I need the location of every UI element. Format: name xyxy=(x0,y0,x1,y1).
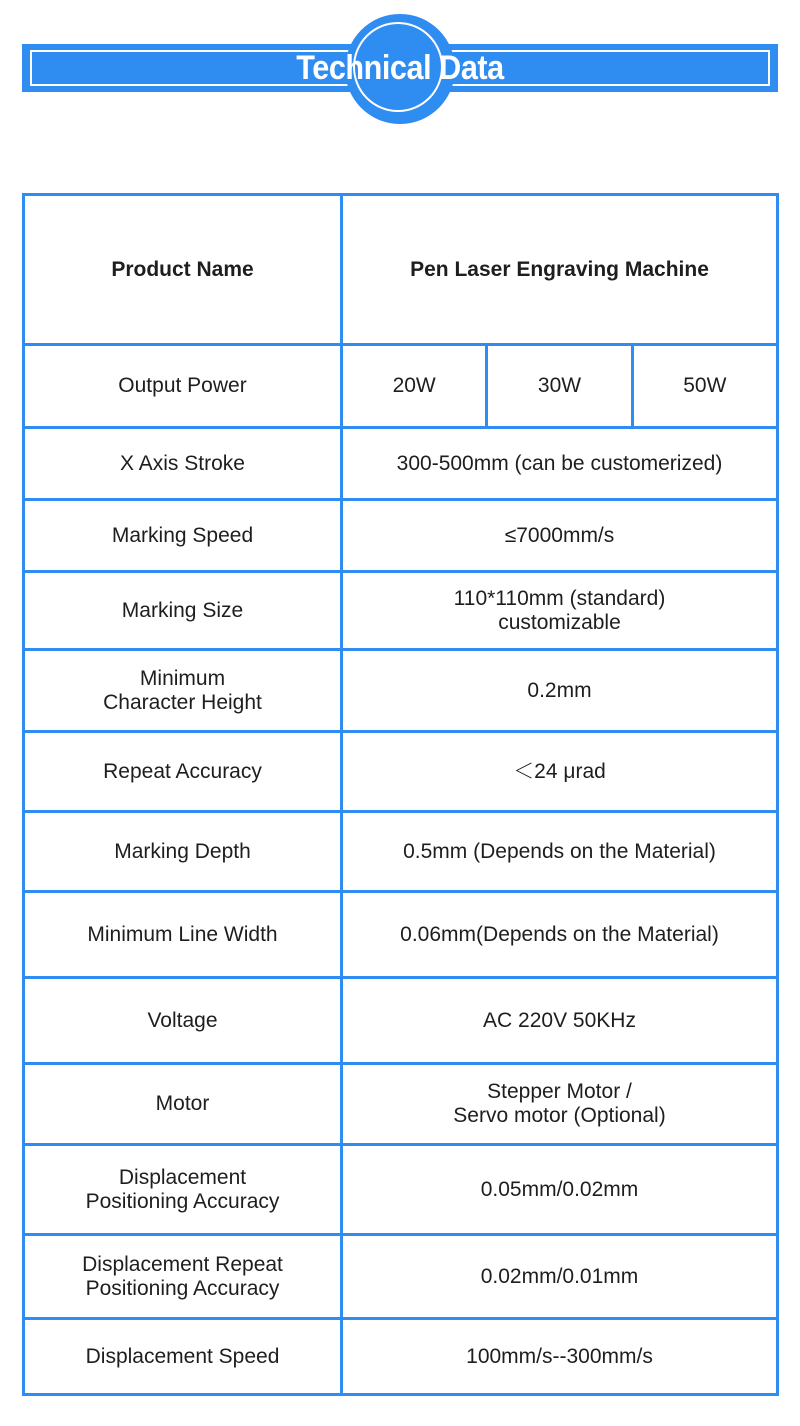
table-row xyxy=(24,1235,778,1319)
row-value: 300-500mm (can be customerized) xyxy=(342,428,778,500)
row-label: Repeat Accuracy xyxy=(24,732,342,812)
table-row xyxy=(24,1319,778,1395)
row-label: Displacement Positioning Accuracy xyxy=(24,1145,342,1235)
row-value: Stepper Motor / Servo motor (Optional) xyxy=(342,1064,778,1145)
table-row xyxy=(24,892,778,978)
row-label: Motor xyxy=(24,1064,342,1145)
row-value: ＜24 μrad xyxy=(342,732,778,812)
row-label: Marking Speed xyxy=(24,500,342,572)
output-power-label: Output Power xyxy=(24,345,342,428)
row-label: Displacement Speed xyxy=(24,1319,342,1395)
row-value: 0.2mm xyxy=(342,650,778,732)
table-row xyxy=(24,500,778,572)
page-title: Technical Data xyxy=(296,49,504,87)
output-power-50w: 50W xyxy=(632,345,777,428)
row-label: Minimum Character Height xyxy=(24,650,342,732)
row-value: 0.5mm (Depends on the Material) xyxy=(342,812,778,892)
row-value: 100mm/s--300mm/s xyxy=(342,1319,778,1395)
table-row xyxy=(24,650,778,732)
table-row xyxy=(24,428,778,500)
table-row xyxy=(24,572,778,650)
table-row xyxy=(24,812,778,892)
table-row-product-name xyxy=(24,195,778,345)
row-value: 0.02mm/0.01mm xyxy=(342,1235,778,1319)
output-power-30w: 30W xyxy=(487,345,632,428)
output-power-20w: 20W xyxy=(342,345,487,428)
table-row xyxy=(24,732,778,812)
product-name-value: Pen Laser Engraving Machine xyxy=(342,195,778,345)
table-row xyxy=(24,1145,778,1235)
row-label: Marking Depth xyxy=(24,812,342,892)
row-label: Marking Size xyxy=(24,572,342,650)
product-name-label: Product Name xyxy=(24,195,342,345)
row-value: ≤7000mm/s xyxy=(342,500,778,572)
row-label: Voltage xyxy=(24,978,342,1064)
row-label: Minimum Line Width xyxy=(24,892,342,978)
row-label: Displacement Repeat Positioning Accuracy xyxy=(24,1235,342,1319)
row-label: X Axis Stroke xyxy=(24,428,342,500)
row-value: AC 220V 50KHz xyxy=(342,978,778,1064)
row-value: 110*110mm (standard) customizable xyxy=(342,572,778,650)
spec-table xyxy=(22,193,779,1396)
table-row xyxy=(24,1064,778,1145)
row-value: 0.06mm(Depends on the Material) xyxy=(342,892,778,978)
table-row xyxy=(24,978,778,1064)
row-value: 0.05mm/0.02mm xyxy=(342,1145,778,1235)
table-row-output-power xyxy=(24,345,778,428)
